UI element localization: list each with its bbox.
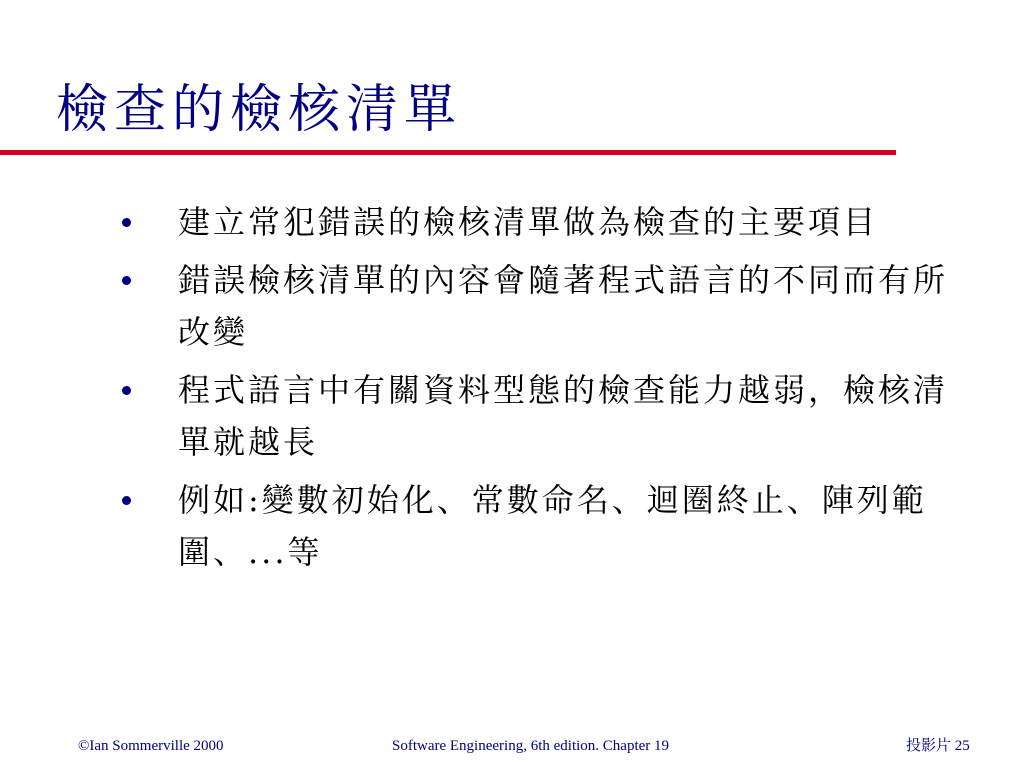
bullet-dot-icon [122, 218, 131, 227]
footer-slide-number: 投影片 25 [906, 738, 970, 754]
footer-book-title: Software Engineering, 6th edition. Chapter 19 [392, 738, 670, 754]
bullet-dot-icon [122, 496, 131, 505]
slide-title: 檢查的檢核清單 [56, 80, 463, 140]
bullet-item [118, 474, 978, 578]
bullet-item [118, 254, 978, 358]
bullet-item [118, 364, 978, 468]
bullet-text: 建立常犯錯誤的檢核清單做為檢查的主要項目 [178, 203, 879, 241]
bullet-text: 程式語言中有關資料型態的檢查能力越弱，檢核清單就越長 [178, 371, 949, 461]
bullet-text: 例如:變數初始化、常數命名、迴圈終止、陣列範圍、...等 [178, 481, 927, 571]
bullet-dot-icon [122, 276, 131, 285]
bullet-text: 錯誤檢核清單的內容會隨著程式語言的不同而有所改變 [178, 261, 949, 351]
bullet-item [118, 196, 978, 248]
bullet-dot-icon [122, 386, 131, 395]
bullet-list [118, 196, 978, 584]
footer-copyright: ©Ian Sommerville 2000 [78, 738, 224, 754]
title-underline-rule [0, 150, 896, 155]
